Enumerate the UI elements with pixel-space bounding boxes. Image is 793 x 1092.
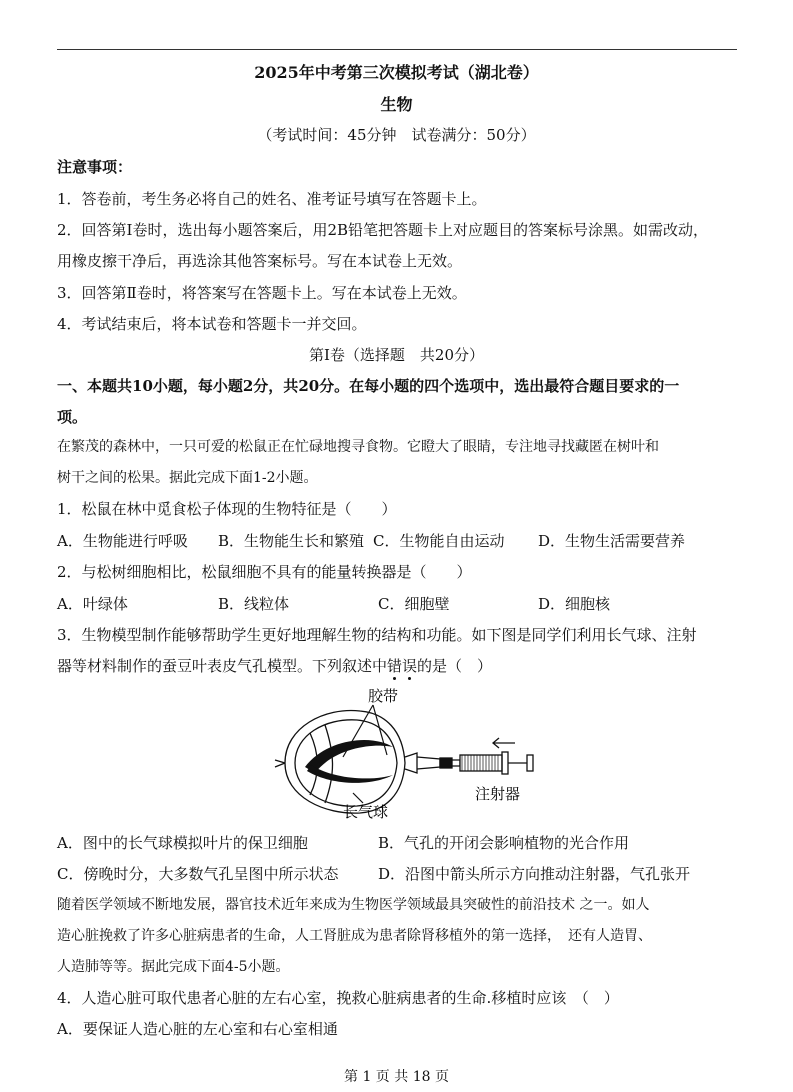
label-band: 胶带 xyxy=(368,687,399,705)
q3-line2-post: 的是（ ） xyxy=(417,657,493,675)
passage2-line1: 随着医学领域不断地发展，器官技术近年来成为生物医学领域最具突破性的前沿技术 之一。如人 xyxy=(57,897,650,913)
q3-line2-pre: 器等材料制作的蚕豆叶表皮气孔模型。下列叙述中 xyxy=(57,657,388,675)
push-arrow-icon xyxy=(493,738,515,748)
q1-option-a: A．生物能进行呼吸 xyxy=(57,532,188,550)
top-rule xyxy=(57,49,737,50)
q1-option-d: D．生物生活需要营养 xyxy=(538,532,686,550)
q1-option-b: B．生物能生长和繁殖 xyxy=(218,532,365,550)
notice-item: 3．回答第Ⅱ卷时，将答案写在答题卡上。写在本试卷上无效。 xyxy=(57,284,467,302)
label-balloon: 长气球 xyxy=(343,803,389,820)
q4-option-a: A．要保证人造心脏的左心室和右心室相通 xyxy=(57,1020,338,1038)
stomata-model-figure xyxy=(265,685,545,820)
q2-option-b: B．线粒体 xyxy=(218,595,290,613)
notice-item: 1．答卷前，考生务必将自己的姓名、准考证号填写在答题卡上。 xyxy=(57,190,487,208)
exam-info: （考试时间：45分钟 试卷满分：50分） xyxy=(257,126,536,144)
subject-title: 生物 xyxy=(380,95,413,114)
q1-option-c: C．生物能自由运动 xyxy=(373,532,505,550)
emphasis-char: 错 xyxy=(387,657,403,675)
q3-line1: 3．生物模型制作能够帮助学生更好地理解生物的结构和功能。如下图是同学们利用长气球、注射 xyxy=(57,626,697,644)
syringe xyxy=(405,752,533,774)
exam-title: 2025年中考第三次模拟考试（湖北卷） xyxy=(254,63,539,82)
balloon-outline xyxy=(275,710,405,813)
q3-option-c: C．傍晚时分，大多数气孔呈图中所示状态 xyxy=(57,865,339,883)
q2-option-d: D．细胞核 xyxy=(538,595,611,613)
passage1-line2: 树干之间的松果。据此完成下面1-2小题。 xyxy=(57,470,318,486)
q3-option-b: B．气孔的开闭会影响植物的光合作用 xyxy=(378,834,630,852)
q2-option-a: A．叶绿体 xyxy=(57,595,128,613)
notice-item: 2．回答第Ⅰ卷时，选出每小题答案后，用2B铅笔把答题卡上对应题目的答案标号涂黑。如需改动， xyxy=(57,221,709,239)
notice-item: 4．考试结束后，将本试卷和答题卡一并交回。 xyxy=(57,315,367,333)
passage2-line3: 人造肺等等。据此完成下面4-5小题。 xyxy=(57,959,290,975)
q4-stem: 4．人造心脏可取代患者心脏的左右心室，挽救心脏病患者的生命.移植时应该 （ ） xyxy=(57,989,619,1007)
q2-stem: 2．与松树细胞相比，松鼠细胞不具有的能量转换器是（ ） xyxy=(57,563,472,581)
q3-option-a: A．图中的长气球模拟叶片的保卫细胞 xyxy=(57,834,308,852)
part1-title: 第Ⅰ卷（选择题 共20分） xyxy=(308,346,484,364)
passage2-line2: 造心脏挽救了许多心脏病患者的生命，人工肾脏成为患者除肾移植外的第一选择， 还有人造胃、 xyxy=(57,928,652,944)
section1-line1: 一、本题共10小题，每小题2分，共20分。在每小题的四个选项中，选出最符合题目要求的一 xyxy=(57,377,680,395)
page-footer: 第 1 页 共 18 页 xyxy=(344,1069,449,1085)
notice-item: 用橡皮擦干净后，再选涂其他答案标号。写在本试卷上无效。 xyxy=(57,252,463,270)
emphasis-char: 误 xyxy=(402,657,418,675)
section1-line2: 项。 xyxy=(57,408,88,426)
passage1-line1: 在繁茂的森林中，一只可爱的松鼠正在忙碌地搜寻食物。它瞪大了眼睛，专注地寻找藏匿在树叶和 xyxy=(57,439,659,455)
q2-option-c: C．细胞壁 xyxy=(378,595,450,613)
balloon-pointer-line xyxy=(353,793,363,803)
q3-line2 xyxy=(57,656,492,676)
q3-option-d: D．沿图中箭头所示方向推动注射器，气孔张开 xyxy=(378,865,691,883)
notice-heading: 注意事项： xyxy=(57,158,133,176)
q1-stem: 1．松鼠在林中觅食松子体现的生物特征是（ ） xyxy=(57,500,397,518)
label-syringe: 注射器 xyxy=(475,785,521,803)
